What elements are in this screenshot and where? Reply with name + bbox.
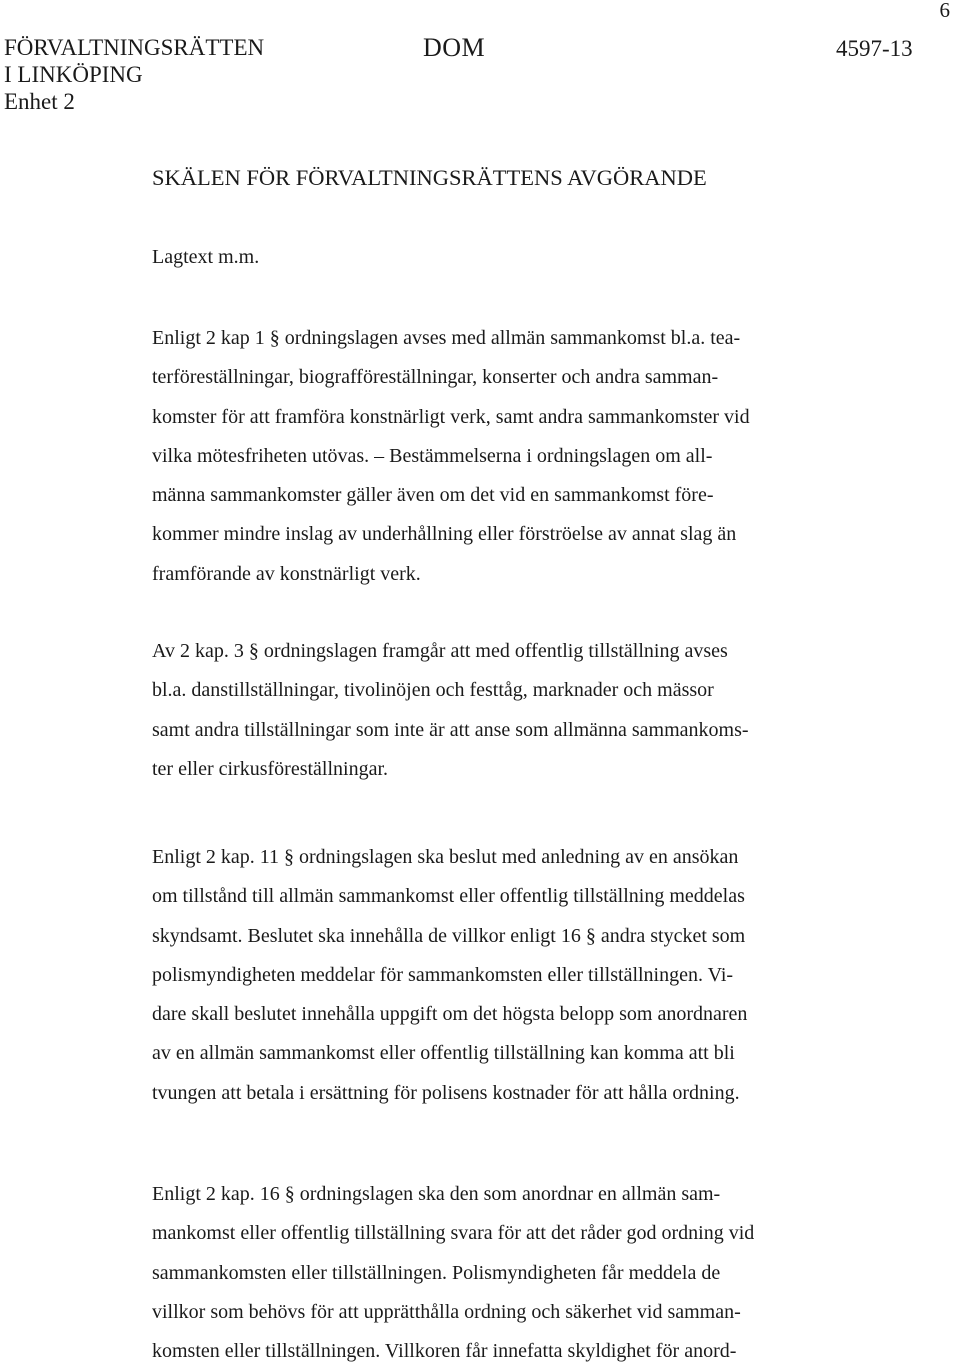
court-name-line-1: FÖRVALTNINGSRÄTTEN [4,35,265,60]
paragraph-line: dare skall beslutet innehålla uppgift om det högsta belopp som anordnaren [152,1003,748,1026]
document-type: DOM [423,33,486,62]
paragraph-line: komster för att framföra konstnärligt verk, samt andra sammankomster vid [152,405,750,428]
paragraph-line: männa sammankomster gäller även om det vid en sammankomst före- [152,484,714,507]
paragraph-line: terföreställningar, biografföreställningar, konserter och andra samman- [152,366,719,389]
paragraph-line: vilka mötesfriheten utövas. – Bestämmelserna i ordningslagen om all- [152,444,713,467]
court-name [4,34,264,115]
court-name-line-2: I LINKÖPING [4,62,143,87]
paragraph-4 [152,1175,754,1371]
paragraph-line: sammankomsten eller tillställningen. Polismyndigheten får meddela de [152,1261,721,1284]
paragraph-line: mankomst eller offentlig tillställning svara för att det råder god ordning vid [152,1222,755,1245]
section-subheading: Lagtext m.m. [152,246,260,268]
paragraph-line: bl.a. danstillställningar, tivolinöjen och festtåg, marknader och mässor [152,679,714,702]
paragraph-line: Enligt 2 kap. 11 § ordningslagen ska beslut med anledning av en ansökan [152,846,739,868]
paragraph-line: Enligt 2 kap 1 § ordningslagen avses med allmän sammankomst bl.a. tea- [152,327,741,349]
paragraph-line: framförande av konstnärligt verk. [152,562,421,585]
paragraph-line: samt andra tillställningar som inte är att anse som allmänna sammankoms- [152,718,749,741]
paragraph-1 [152,319,750,594]
paragraph-line: villkor som behövs för att upprätthålla ordning och säkerhet vid samman- [152,1300,741,1323]
paragraph-line: av en allmän sammankomst eller offentlig tillställning kan komma att bli [152,1042,735,1065]
paragraph-line: om tillstånd till allmän sammankomst eller offentlig tillställning meddelas [152,885,745,908]
paragraph-line: Av 2 kap. 3 § ordningslagen framgår att med offentlig tillställning avses [152,640,728,662]
paragraph-line: komsten eller tillställningen. Villkoren får innefatta skyldighet för anord- [152,1340,737,1363]
section-heading: SKÄLEN FÖR FÖRVALTNINGSRÄTTENS AVGÖRANDE [152,165,707,190]
paragraph-2 [152,632,749,789]
paragraph-line: Enligt 2 kap. 16 § ordningslagen ska den som anordnar en allmän sam- [152,1183,721,1205]
paragraph-line: skyndsamt. Beslutet ska innehålla de villkor enligt 16 § andra stycket som [152,924,746,947]
paragraph-line: polismyndigheten meddelar för sammankomsten eller tillställningen. Vi- [152,963,734,986]
page-number: 6 [939,0,950,22]
paragraph-3 [152,838,747,1113]
court-unit: Enhet 2 [4,89,75,114]
case-number: 4597-13 [836,36,913,61]
paragraph-line: tvungen att betala i ersättning för polisens kostnader för att hålla ordning. [152,1081,740,1104]
paragraph-line: ter eller cirkusföreställningar. [152,757,389,780]
paragraph-line: kommer mindre inslag av underhållning eller förströelse av annat slag än [152,523,737,546]
